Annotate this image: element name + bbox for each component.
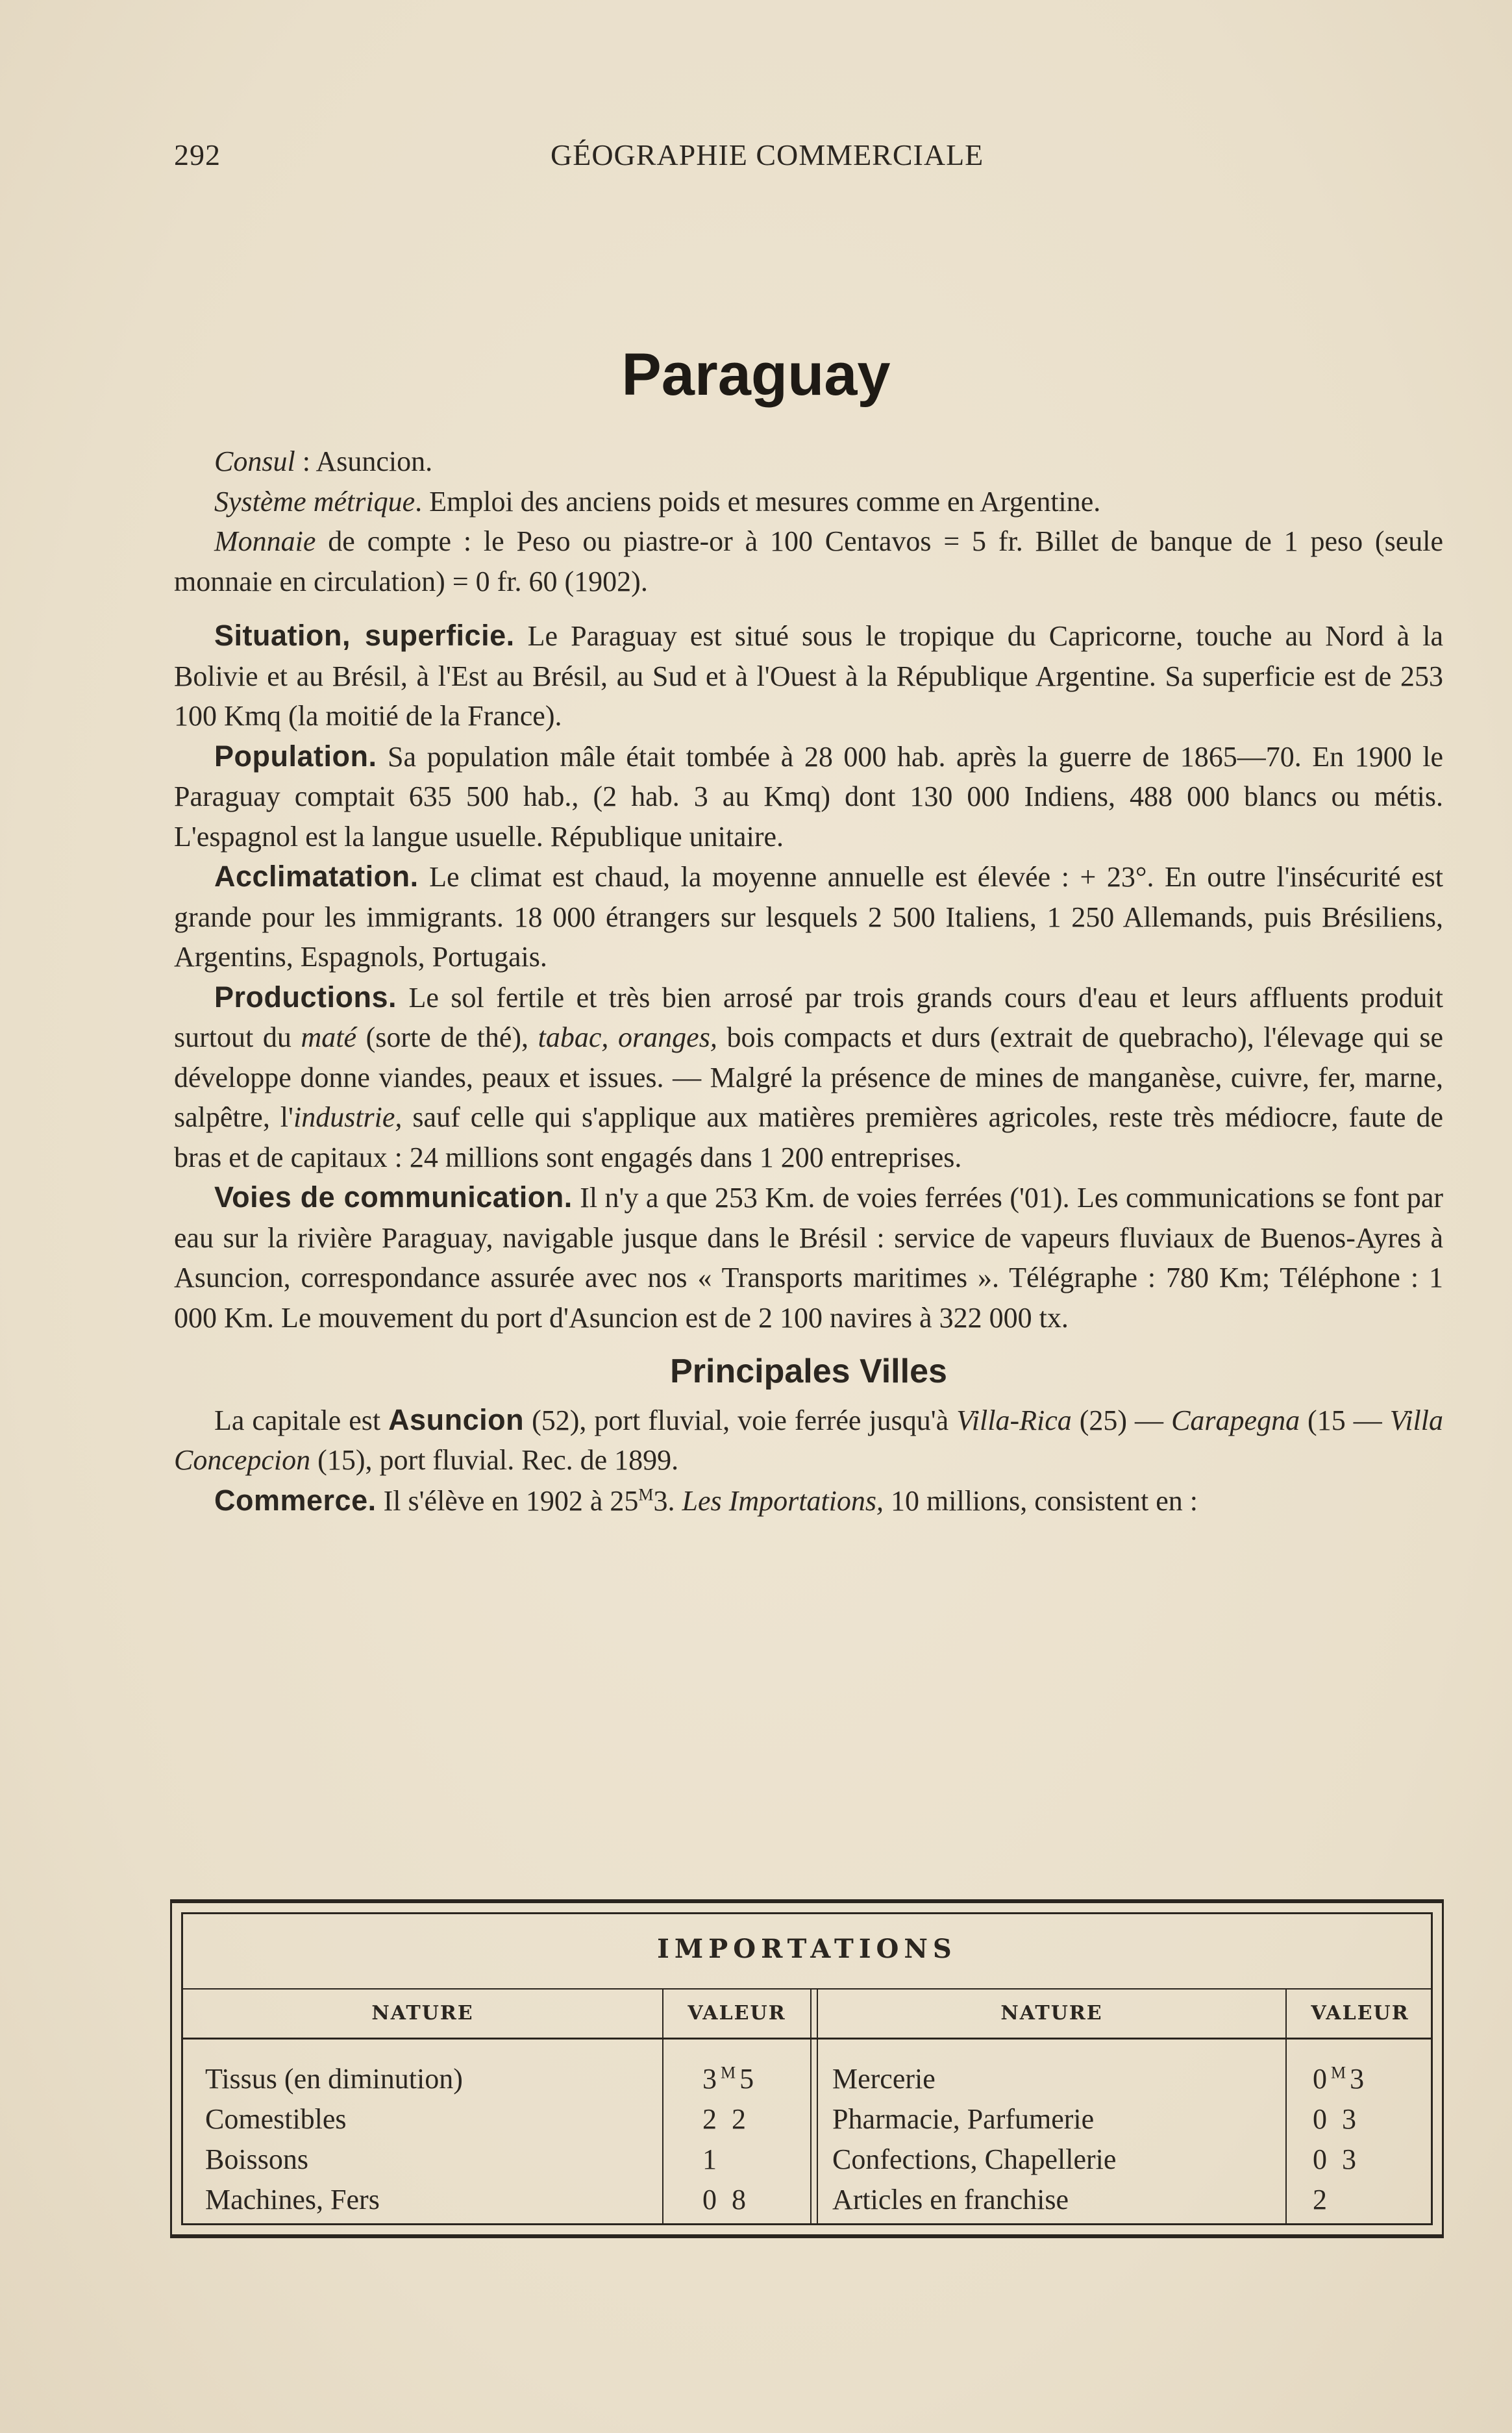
valeur-decimal: 2 <box>732 2103 750 2135</box>
table-cell-nature: Machines, Fers <box>205 2184 380 2215</box>
productions-text-2: (sorte de thé), <box>356 1021 538 1053</box>
villes-text-4: (15 — <box>1300 1404 1390 1436</box>
table-cell-valeur <box>702 2062 758 2095</box>
page-number: 292 <box>174 138 221 171</box>
villes-subheading: Principales Villes <box>670 1353 947 1390</box>
valeur-units: 3 <box>702 2063 721 2095</box>
productions-text-3: bois compacts et durs (extrait de quebracho), l'élevage qui se développe donne viandes, peaux et issues. — Malgré la présence de mines de manganèse, cuivre, fer, marne, salpêtre, l' <box>174 1021 1443 1133</box>
valeur-decimal: 3 <box>1342 2103 1360 2135</box>
commerce-sup: M <box>638 1484 654 1504</box>
population-paragraph <box>174 736 1443 857</box>
villes-carapegna: Carapegna <box>1171 1404 1300 1436</box>
table-header-valeur: VALEUR <box>688 2002 786 2025</box>
table-header-valeur: VALEUR <box>1311 2002 1409 2025</box>
table-cell-valeur <box>1313 2183 1331 2216</box>
monnaie-text: de compte : le Peso ou piastre-or à 100 Centavos = 5 fr. Billet de banque de 1 peso (seule monnaie en circulation) = 0 fr. 60 (1902). <box>174 525 1443 597</box>
table-cell-nature: Boissons <box>205 2143 308 2175</box>
commerce-text-1: Il s'élève en 1902 à 25 <box>376 1484 639 1517</box>
table-cell-valeur <box>1313 2102 1360 2136</box>
table-header-nature: NATURE <box>1000 2002 1103 2025</box>
situation-paragraph <box>174 616 1443 736</box>
valeur-units: 1 <box>702 2143 721 2175</box>
villes-text-3: (25) — <box>1071 1404 1172 1436</box>
table-cell-valeur <box>702 2183 750 2216</box>
villes-villa-concepcion: Villa Concepcion <box>174 1404 1443 1476</box>
table-title: IMPORTATIONS <box>657 1934 957 1964</box>
table-cell-nature: Articles en franchise <box>832 2184 1069 2215</box>
valeur-units: 2 <box>702 2103 721 2135</box>
valeur-decimal: 3 <box>1342 2143 1360 2175</box>
productions-heading: Productions. <box>214 980 397 1014</box>
population-heading: Population. <box>214 739 377 773</box>
acclimatation-text: Le climat est chaud, la moyenne annuelle est élevée : + 23°. En outre l'insécurité est grande pour les immigrants. 18 000 étrangers sur lesquels 2 500 Italiens, 1 250 Allemands, puis Brésiliens, Argentins, Espagnols, Portugais. <box>174 861 1443 973</box>
table-cell-valeur <box>702 2102 750 2136</box>
article-body <box>174 442 1443 1521</box>
acclimatation-heading: Acclimatation. <box>214 860 419 893</box>
valeur-decimal: 5 <box>739 2063 758 2095</box>
commerce-paragraph <box>174 1480 1443 1521</box>
monnaie-paragraph <box>174 521 1443 601</box>
consul-line <box>174 442 1443 482</box>
table-cell-nature: Mercerie <box>832 2063 936 2095</box>
table-cell-valeur <box>702 2143 721 2176</box>
productions-text-1: Le sol fertile et très bien arrosé par trois grands cours d'eau et leurs affluents produit surtout du <box>174 981 1443 1053</box>
table-cell-nature: Comestibles <box>205 2103 347 2135</box>
consul-text: : Asuncion. <box>295 445 433 477</box>
running-title: GÉOGRAPHIE COMMERCIALE <box>551 138 984 171</box>
villes-text-2: (52), port fluvial, voie ferrée jusqu'à <box>524 1404 957 1436</box>
villes-text-5: (15), port fluvial. Rec. de 1899. <box>310 1444 679 1476</box>
monnaie-label: Monnaie <box>214 525 316 557</box>
page-header <box>174 138 1446 177</box>
systeme-line <box>174 482 1443 522</box>
valeur-decimal: 3 <box>1350 2063 1369 2095</box>
table-cell-valeur <box>1313 2062 1368 2095</box>
table-cell-nature: Confections, Chapellerie <box>832 2143 1117 2175</box>
table-header-nature: NATURE <box>371 2002 474 2025</box>
productions-paragraph <box>174 977 1443 1178</box>
table-column-divider <box>810 1988 812 2223</box>
valeur-units: 0 <box>1313 2103 1331 2135</box>
valeur-units: 0 <box>1313 2063 1331 2095</box>
villes-villa-rica: Villa-Rica <box>956 1404 1072 1436</box>
commerce-text-3: 10 millions, consistent en : <box>884 1484 1198 1517</box>
consul-label: Consul <box>214 445 295 477</box>
commerce-importations: Les Importations, <box>682 1484 884 1517</box>
productions-text-4: sauf celle qui s'applique aux matières premières agricoles, reste très médiocre, faute de bras et de capitaux : 24 millions sont engagés dans 1 200 entreprises. <box>174 1101 1444 1173</box>
productions-tabac: tabac, oranges, <box>538 1021 717 1053</box>
acclimatation-paragraph <box>174 856 1443 977</box>
systeme-label: Système métrique <box>214 485 415 518</box>
productions-mate: maté <box>301 1021 357 1053</box>
valeur-units: 0 <box>702 2184 721 2215</box>
table-cell-nature: Pharmacie, Parfumerie <box>832 2103 1095 2135</box>
villes-capitale: Asuncion <box>388 1403 525 1436</box>
voies-paragraph <box>174 1177 1443 1338</box>
importations-table-frame <box>181 1912 1433 2225</box>
spacer <box>174 601 1443 616</box>
productions-industrie: industrie, <box>293 1101 403 1133</box>
villes-text-1: La capitale est <box>214 1404 389 1436</box>
commerce-text-2: 3. <box>653 1484 682 1517</box>
voies-heading: Voies de communication. <box>214 1180 573 1214</box>
commerce-heading: Commerce. <box>214 1483 377 1517</box>
situation-heading: Situation, superficie. <box>214 619 515 652</box>
table-cell-valeur <box>1313 2143 1360 2176</box>
table-cell-nature: Tissus (en diminution) <box>205 2063 463 2095</box>
valeur-decimal: 8 <box>732 2184 750 2215</box>
page-title: Paraguay <box>621 342 891 408</box>
importations-table <box>170 1899 1444 2238</box>
table-rule <box>183 1988 1431 1990</box>
situation-text: Le Paraguay est situé sous le tropique du Capricorne, touche au Nord à la Bolivie et au Brésil, à l'Est au Brésil, au Sud et à l'Ouest à la République Argentine. Sa superficie est de 253 100 Kmq (la moitié de la France). <box>174 620 1443 732</box>
population-text: Sa population mâle était tombée à 28 000 hab. après la guerre de 1865—70. En 1900 le Paraguay comptait 635 500 hab., (2 hab. 3 au Kmq) dont 130 000 Indiens, 488 000 blancs ou métis. L'espagnol est la langue usuelle. République unitaire. <box>174 740 1443 853</box>
systeme-text: . Emploi des anciens poids et mesures comme en Argentine. <box>415 485 1101 518</box>
valeur-units: 2 <box>1313 2184 1331 2215</box>
villes-paragraph <box>174 1400 1443 1480</box>
valeur-sup: M <box>721 2063 740 2082</box>
table-rule <box>183 2038 1431 2040</box>
voies-text: Il n'y a que 253 Km. de voies ferrées ('01). Les communications se font par eau sur la rivière Paraguay, navigable jusque dans le Brésil : service de vapeurs fluviaux de Buenos-Ayres à Asuncion, correspondance assurée avec nos « Transports maritimes ». Télégraphe : 780 Km; Téléphone : 1 000 Km. Le mouvement du port d'Asuncion est de 2 100 navires à 322 000 tx. <box>174 1182 1443 1334</box>
valeur-sup: M <box>1331 2063 1350 2082</box>
valeur-units: 0 <box>1313 2143 1331 2175</box>
